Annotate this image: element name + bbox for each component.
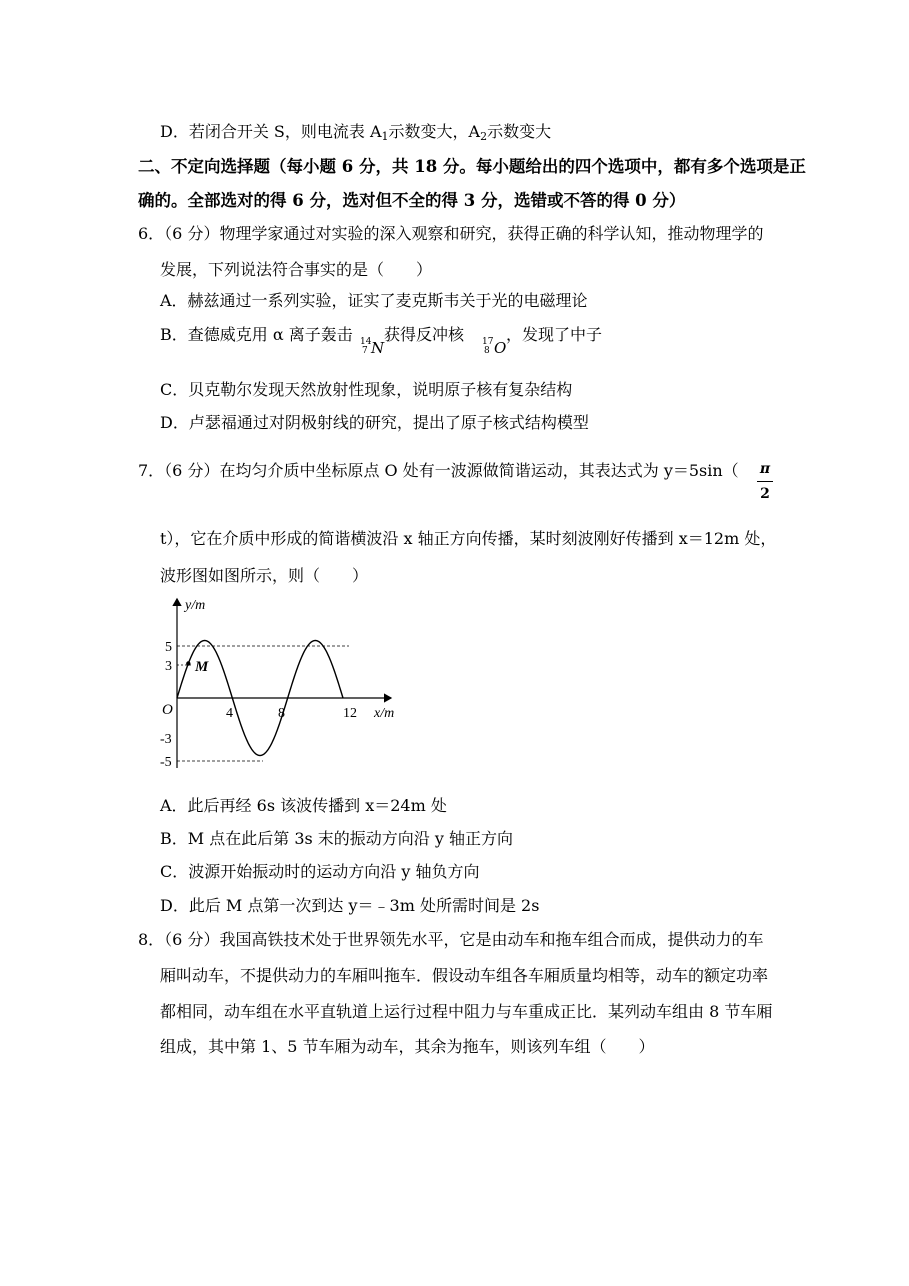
q7-stem-line-1: 7．（6 分）在均匀介质中坐标原点 O 处有一波源做简谐运动，其表达式为 y＝5sin（ [138,461,739,480]
x-tick-12: 12 [343,706,357,721]
q6-option-b-mid: 获得反冲核 [384,325,465,344]
y-tick-3: 3 [165,659,172,674]
x-tick-4: 4 [226,706,233,721]
y-axis-label-text: y/m [185,598,206,613]
nitrogen-symbol: N [371,339,385,357]
q7-option-a: A．此后再经 6s 该波传播到 x＝24m 处 [160,796,447,815]
q6-option-a: A．赫兹通过一系列实验，证实了麦克斯韦关于光的电磁理论 [160,291,588,310]
y-tick-5: 5 [165,640,172,655]
q6-stem-line-1: 6．（6 分）物理学家通过对实验的深入观察和研究，获得正确的科学认知，推动物理学的 [138,224,764,243]
wave-figure [155,593,415,773]
q7-stem-line-2: t），它在介质中形成的简谐横波沿 x 轴正方向传播，某时刻波刚好传播到 x＝12m 处， [160,529,777,548]
y-tick-neg5: -5 [160,755,172,770]
x-axis-label: x/m [374,706,395,721]
x-tick-8: 8 [278,706,285,721]
y-tick-neg3: -3 [160,732,172,747]
q8-stem-line-3: 都相同，动车组在水平直轨道上运行过程中阻力与车重成正比．某列动车组由 8 节车厢 [160,1002,773,1021]
q5-option-d [160,122,551,147]
q7-option-c: C．波源开始振动时的运动方向沿 y 轴负方向 [160,862,480,881]
q6-option-b-pre: B．查德威克用 α 离子轰击 [160,325,353,344]
nitrogen-mass-number: 14 [360,337,372,347]
q8-stem-line-4: 组成，其中第 1、5 节车厢为动车，其余为拖车，则该列车组（ ） [160,1037,655,1056]
origin-label: O [162,702,173,718]
fraction-bar [757,481,773,482]
oxygen-mass-number: 17 [482,337,494,347]
q5-option-d-pre: D．若闭合开关 S，则电流表 A [160,122,382,141]
point-m-label: M [195,659,209,675]
ammeter-subscript-2: 2 [480,130,488,143]
pi-over-two-fraction [757,461,773,502]
fraction-numerator: π [759,461,771,477]
q7-option-d: D．此后 M 点第一次到达 y＝﹣3m 处所需时间是 2s [160,896,540,915]
section-heading-line-2: 确的。全部选对的得 6 分，选对但不全的得 3 分，选错或不答的得 0 分） [138,191,686,210]
q7-option-b: B．M 点在此后第 3s 末的振动方向沿 y 轴正方向 [160,829,514,848]
q8-stem-line-1: 8．（6 分）我国高铁技术处于世界领先水平，它是由动车和拖车组合而成，提供动力的车 [138,930,764,949]
q6-option-d: D．卢瑟福通过对阴极射线的研究，提出了原子核式结构模型 [160,413,589,432]
section-heading-line-1: 二、不定向选择题（每小题 6 分，共 18 分。每小题给出的四个选项中，都有多个选项是正 [138,157,806,176]
q7-stem-line-3: 波形图如图所示，则（ ） [160,566,369,585]
point-m-marker [186,661,190,665]
q6-option-b-post: ，发现了中子 [506,325,603,344]
oxygen-symbol: O [494,339,507,357]
q8-stem-line-2: 厢叫动车，不提供动力的车厢叫拖车．假设动车组各车厢质量均相等，动车的额定功率 [160,966,769,985]
oxygen-atomic-number: 8 [484,346,490,356]
q5-option-d-post: 示数变大 [487,122,552,141]
nitrogen-atomic-number: 7 [362,346,368,356]
q5-option-d-mid: 示数变大，A [388,122,481,141]
fraction-denominator: 2 [760,486,770,502]
y-axis-label [183,598,205,613]
ammeter-subscript-1: 1 [381,130,389,143]
q6-stem-line-2: 发展，下列说法符合事实的是（ ） [160,260,433,279]
q6-option-c: C．贝克勒尔发现天然放射性现象，说明原子核有复杂结构 [160,380,573,399]
